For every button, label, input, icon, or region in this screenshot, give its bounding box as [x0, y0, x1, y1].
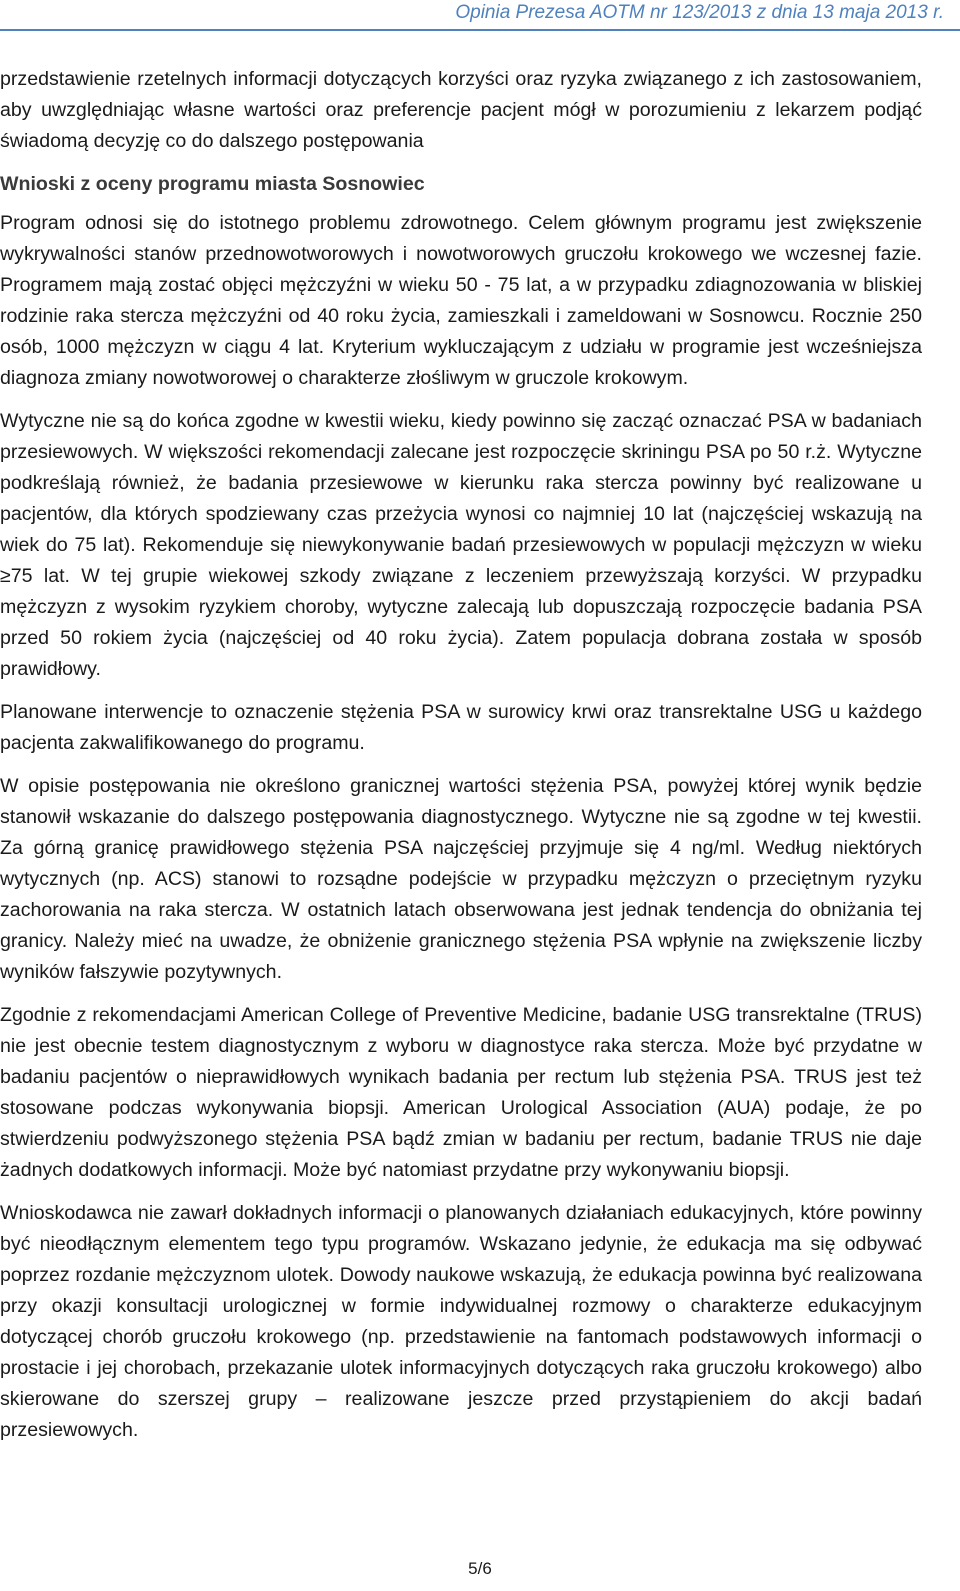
paragraph-planned-interventions: Planowane interwencje to oznaczenie stężenia PSA w surowicy krwi oraz transrektalne USG u każdego pacjenta zakwalifikowanego do programu.	[0, 701, 922, 754]
paragraph-trus: Zgodnie z rekomendacjami American College of Preventive Medicine, badanie USG transrektalne (TRUS) nie jest obecnie testem diagnostycznym z wyboru w diagnostyce raka stercza. Może być przydatne w badaniu pacjentów o nieprawidłowych wynikach badania per rectum lub stężenia PSA. TRUS jest też stosowane podczas wykonywania biopsji. American Urological Association (AUA) podaje, że po stwierdzeniu podwyższonego stężenia PSA bądź zmian w badaniu per rectum, badanie TRUS nie daje żadnych dodatkowych informacji. Może być natomiast przydatne przy wykonywaniu biopsji.	[0, 1004, 922, 1181]
paragraph-program-overview: Program odnosi się do istotnego problemu zdrowotnego. Celem głównym programu jest zwiększenie wykrywalności stanów przednowotworowych i nowotworowych gruczołu krokowego we wczesnej fazie. Programem mają zostać objęci mężczyźni w wieku 50 - 75 lat, a w przypadku zdiagnozowania w bliskiej rodzinie raka stercza mężczyźni od 40 roku życia, zamieszkali i zameldowani w Sosnowcu. Rocznie 250 osób, 1000 mężczyzn w ciągu 4 lat. Kryterium wykluczającym z udziału w programie jest wcześniejsza diagnoza zmiany nowotworowej o charakterze złośliwym w gruczole krokowym.	[0, 212, 922, 389]
section-heading: Wnioski z oceny programu miasta Sosnowiec	[0, 173, 425, 195]
paragraph-intro-continuation: przedstawienie rzetelnych informacji dotyczących korzyści oraz ryzyka związanego z ich zastosowaniem, aby uwzględniając własne wartości oraz preferencje pacjent mógł w porozumieniu z lekarzem podjąć świadomą decyzję co do dalszego postępowania	[0, 68, 922, 152]
paragraph-education: Wnioskodawca nie zawarł dokładnych informacji o planowanych działaniach edukacyjnych, które powinny być nieodłącznym elementem tego typu programów. Wskazano jedynie, że edukacja ma się odbywać poprzez rozdanie mężczyznom ulotek. Dowody naukowe wskazują, że edukacja powinna być realizowana przy okazji konsultacji urologicznej w formie indywidualnej rozmowy o charakterze edukacyjnym dotyczącej chorób gruczołu krokowego (np. przedstawienie na fantomach podstawowych informacji o prostacie i jej chorobach, przekazanie ulotek informacyjnych dotyczących raka gruczołu krokowego) albo skierowane do szerszej grupy – realizowane jeszcze przed przystąpieniem do akcji badań przesiewowych.	[0, 1202, 922, 1441]
header-title: Opinia Prezesa AOTM nr 123/2013 z dnia 13 maja 2013 r.	[455, 2, 944, 23]
paragraph-guidelines-age: Wytyczne nie są do końca zgodne w kwestii wieku, kiedy powinno się zacząć oznaczać PSA w badaniach przesiewowych. W większości rekomendacji zalecane jest rozpoczęcie skriningu PSA po 50 r.ż. Wytyczne podkreślają również, że badania przesiewowe w kierunku raka stercza powinny być realizowane u pacjentów, dla których spodziewany czas przeżycia wynosi co najmniej 10 lat (najczęściej wskazują na wiek do 75 lat). Rekomenduje się niewykonywanie badań przesiewowych w populacji mężczyzn w wieku ≥75 lat. W tej grupie wiekowej szkody związane z leczeniem przewyższają korzyści. W przypadku mężczyzn z wysokim ryzykiem choroby, wytyczne zalecają lub dopuszczają rozpoczęcie badania PSA przed 50 rokiem życia (najczęściej od 40 roku życia). Zatem populacja dobrana została w sposób prawidłowy.	[0, 410, 922, 680]
page-number: 5/6	[468, 1559, 492, 1578]
document-body	[0, 64, 922, 1458]
page-header	[0, 0, 960, 31]
paragraph-psa-threshold: W opisie postępowania nie określono granicznej wartości stężenia PSA, powyżej której wynik będzie stanowił wskazanie do dalszego postępowania diagnostycznego. Wytyczne nie są zgodne w tej kwestii. Za górną granicę prawidłowego stężenia PSA najczęściej przyjmuje się 4 ng/ml. Według niektórych wytycznych (np. ACS) stanowi to rozsądne podejście w przypadku mężczyzn o przeciętnym ryzyku zachorowania na raka stercza. W ostatnich latach obserwowana jest jednak tendencja do obniżania tej granicy. Należy mieć na uwadze, że obniżenie granicznego stężenia PSA wpłynie na zwiększenie liczby wyników fałszywie pozytywnych.	[0, 775, 922, 983]
